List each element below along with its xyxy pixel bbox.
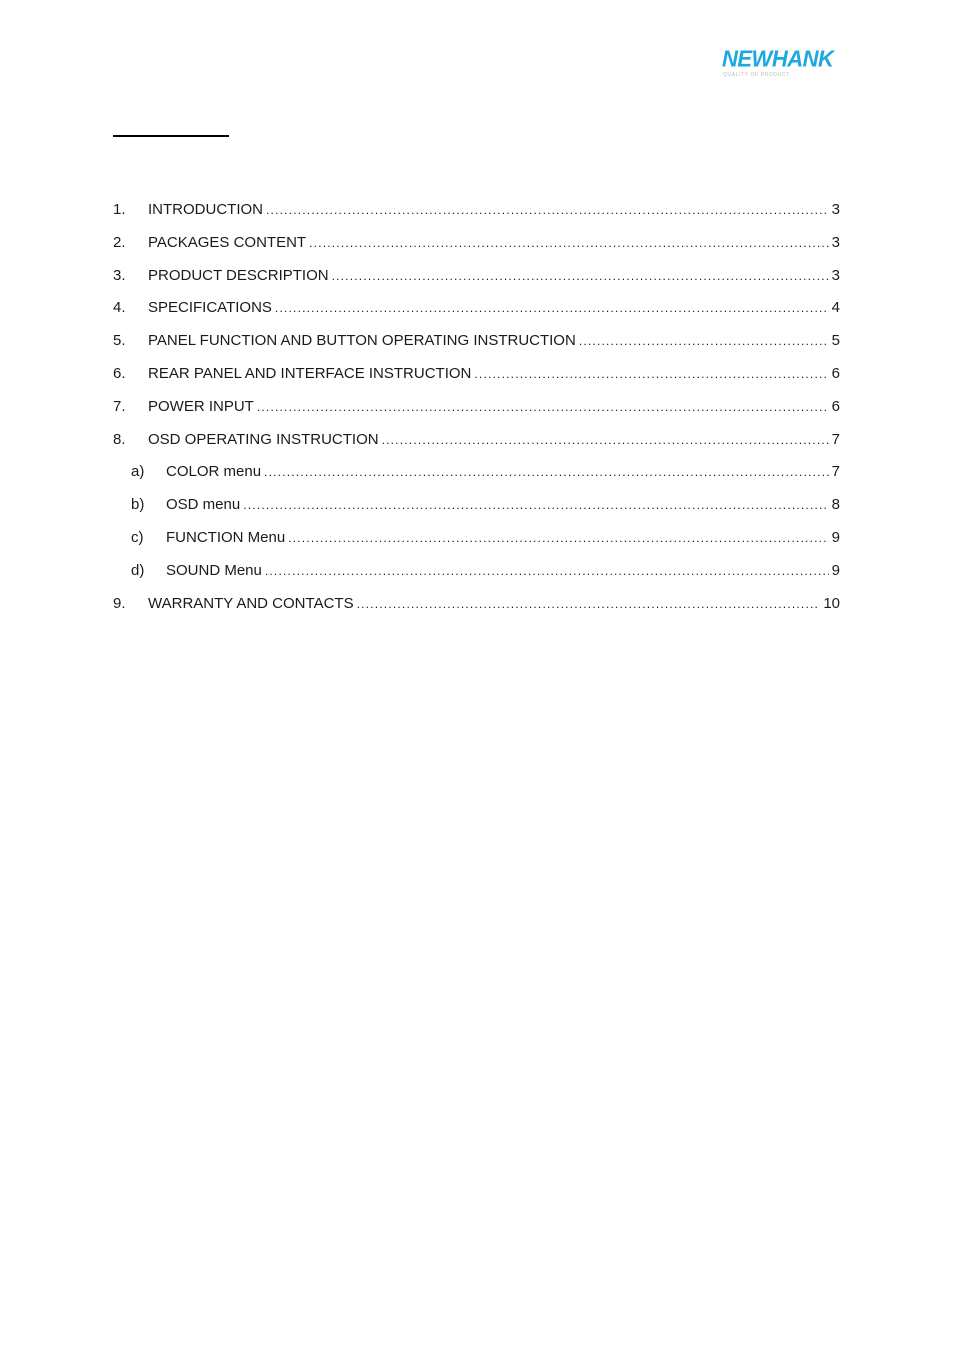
toc-entry-number: 4. — [113, 299, 126, 317]
toc-entry[interactable] — [113, 429, 840, 462]
toc-entry[interactable] — [113, 265, 840, 298]
toc-entry[interactable] — [113, 199, 840, 232]
toc-entry-title: FUNCTION Menu — [166, 528, 286, 546]
toc-entry-page: 7 — [831, 430, 840, 448]
toc-dot-leader — [243, 494, 828, 516]
table-of-contents — [113, 199, 840, 625]
toc-entry-title: WARRANTY AND CONTACTS — [148, 594, 354, 612]
toc-entry-page: 7 — [831, 463, 840, 481]
toc-entry-page: 10 — [823, 594, 840, 612]
toc-entry-page: 9 — [831, 528, 840, 546]
toc-heading-underline — [113, 135, 229, 137]
toc-entry-title: POWER INPUT — [148, 397, 254, 415]
toc-entry-number: 3. — [113, 266, 126, 284]
toc-entry-page: 3 — [831, 201, 840, 218]
toc-dot-leader — [357, 593, 821, 615]
toc-dot-leader — [382, 429, 829, 451]
toc-entry[interactable] — [113, 560, 840, 593]
toc-entry-page: 9 — [831, 561, 840, 579]
toc-entry-title: OSD OPERATING INSTRUCTION — [148, 430, 379, 448]
toc-dot-leader — [332, 265, 829, 287]
toc-entry-page: 4 — [831, 299, 840, 317]
toc-entry[interactable] — [113, 363, 840, 396]
toc-entry-number: 6. — [113, 364, 126, 382]
toc-entry[interactable] — [113, 330, 840, 363]
toc-dot-leader — [288, 527, 828, 549]
toc-entry-number: c) — [131, 528, 144, 546]
brand-logo — [722, 46, 840, 82]
toc-dot-leader — [265, 560, 829, 582]
toc-entry-number: 9. — [113, 594, 126, 612]
toc-entry-title: INTRODUCTION — [148, 201, 263, 218]
toc-entry-page: 6 — [831, 397, 840, 415]
toc-entry[interactable] — [113, 494, 840, 527]
toc-dot-leader — [264, 461, 829, 483]
toc-entry-number: 2. — [113, 233, 126, 251]
toc-entry-number: 5. — [113, 332, 126, 350]
toc-entry-number: b) — [131, 496, 145, 514]
toc-entry[interactable] — [113, 232, 840, 265]
toc-dot-leader — [275, 297, 829, 319]
toc-entry[interactable] — [113, 593, 840, 626]
toc-entry-number: 1. — [113, 201, 126, 218]
toc-entry-title: COLOR menu — [166, 463, 262, 481]
toc-dot-leader — [474, 363, 828, 385]
toc-dot-leader — [266, 199, 829, 221]
toc-entry-number: a) — [131, 463, 145, 481]
toc-entry-number: 7. — [113, 397, 126, 415]
toc-entry[interactable] — [113, 297, 840, 330]
toc-entry-title: REAR PANEL AND INTERFACE INSTRUCTION — [148, 364, 472, 382]
toc-entry-title: PACKAGES CONTENT — [148, 233, 307, 251]
toc-entry-title: PRODUCT DESCRIPTION — [148, 266, 329, 284]
toc-entry-title: PANEL FUNCTION AND BUTTON OPERATING INSTRUCTION — [148, 332, 576, 350]
toc-entry-page: 3 — [831, 266, 840, 284]
toc-entry-number: d) — [131, 561, 145, 579]
toc-entry-page: 6 — [831, 364, 840, 382]
toc-entry[interactable] — [113, 527, 840, 560]
toc-entry-title: SOUND Menu — [166, 561, 262, 579]
toc-dot-leader — [579, 330, 829, 352]
logo-wordmark: NEWHANK — [722, 45, 834, 72]
logo-tagline: QUALITY OF PRODUCT — [723, 72, 790, 78]
toc-dot-leader — [257, 396, 829, 418]
toc-entry-number: 8. — [113, 430, 126, 448]
toc-entry-page: 5 — [831, 332, 840, 350]
toc-entry-title: SPECIFICATIONS — [148, 299, 272, 317]
toc-entry-page: 3 — [831, 233, 840, 251]
toc-entry-page: 8 — [831, 496, 840, 514]
toc-entry[interactable] — [113, 461, 840, 494]
toc-entry-title: OSD menu — [166, 496, 241, 514]
toc-entry[interactable] — [113, 396, 840, 429]
toc-dot-leader — [309, 232, 829, 254]
